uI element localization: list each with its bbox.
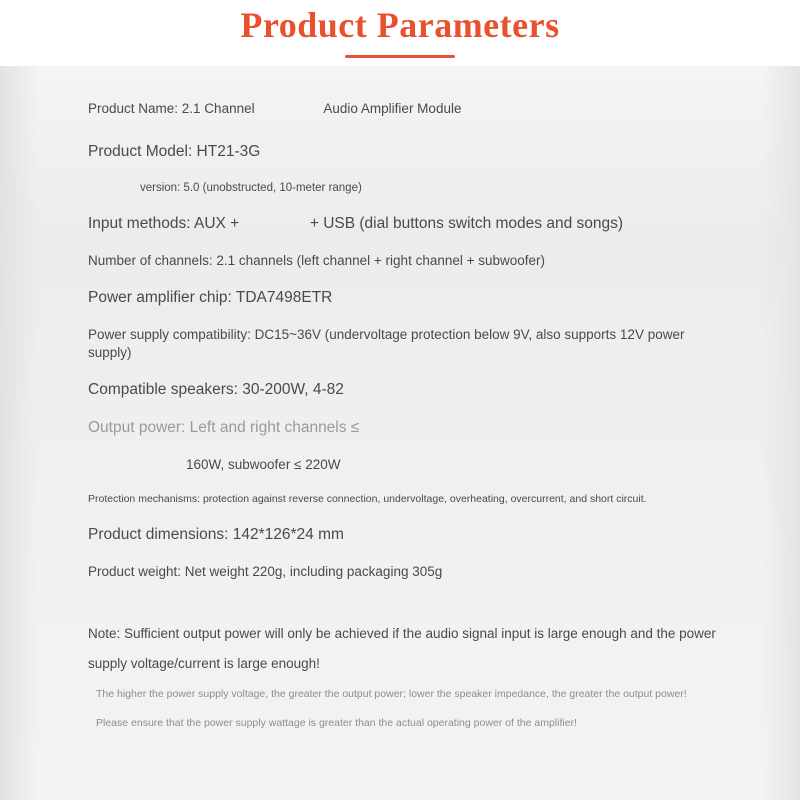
page-title: Product Parameters <box>240 5 560 45</box>
spacer <box>88 474 730 492</box>
spacer <box>88 702 730 716</box>
spacer <box>88 362 730 380</box>
title-underline <box>345 55 455 58</box>
note-line-1: Note: Sufficient output power will only be achieved if the audio signal input is large enough and the power <box>88 626 716 641</box>
spacer <box>88 581 730 611</box>
spec-compatible-speakers: Compatible speakers: 30-200W, 4-82 <box>88 381 344 398</box>
spacer <box>88 162 730 180</box>
spec-product-name-head: Product Name: 2.1 Channel <box>88 101 255 116</box>
spec-weight: Product weight: Net weight 220g, including packaging 305g <box>88 564 443 579</box>
spec-product-model: Product Model: HT21-3G <box>88 143 261 160</box>
spec-input-methods <box>88 214 730 234</box>
spec-output-power-head: Output power: Left and right channels ≤ <box>88 419 360 436</box>
spec-output-power-tail: 160W, subwoofer ≤ 220W <box>186 457 341 472</box>
spec-dimensions: Product dimensions: 142*126*24 mm <box>88 526 344 543</box>
note-line-3: The higher the power supply voltage, the greater the output power; lower the speaker impedance, the greater the output power! <box>96 688 687 700</box>
spec-input-methods-tail: + USB (dial buttons switch modes and songs) <box>309 215 624 232</box>
spacer <box>88 400 730 418</box>
note-line-2: supply voltage/current is large enough! <box>88 656 320 671</box>
spacer <box>88 611 730 625</box>
spacer <box>88 270 730 288</box>
spec-product-name <box>88 100 730 118</box>
spec-version: version: 5.0 (unobstructed, 10-meter range) <box>140 182 362 194</box>
spec-protection: Protection mechanisms: protection against reverse connection, undervoltage, overheating, overcurrent, and short circuit. <box>88 493 647 505</box>
spacer <box>88 507 730 525</box>
spacer <box>88 673 730 687</box>
spacer <box>88 545 730 563</box>
spacer <box>88 438 730 456</box>
page-header <box>0 0 800 66</box>
spacer <box>88 308 730 326</box>
note-line-4: Please ensure that the power supply wattage is greater than the actual operating power of the amplifier! <box>96 717 577 729</box>
spec-list <box>0 66 800 731</box>
spec-power-supply: Power supply compatibility: DC15~36V (undervoltage protection below 9V, also supports 12V power supply) <box>88 327 685 360</box>
spacer <box>88 643 730 655</box>
spec-input-methods-head: Input methods: AUX + <box>88 215 240 232</box>
spacer <box>88 196 730 214</box>
spacer <box>88 234 730 252</box>
spacer <box>88 118 730 142</box>
spec-product-name-tail: Audio Amplifier Module <box>323 101 462 116</box>
spec-amp-chip: Power amplifier chip: TDA7498ETR <box>88 289 333 306</box>
spec-channels: Number of channels: 2.1 channels (left channel + right channel + subwoofer) <box>88 253 546 268</box>
